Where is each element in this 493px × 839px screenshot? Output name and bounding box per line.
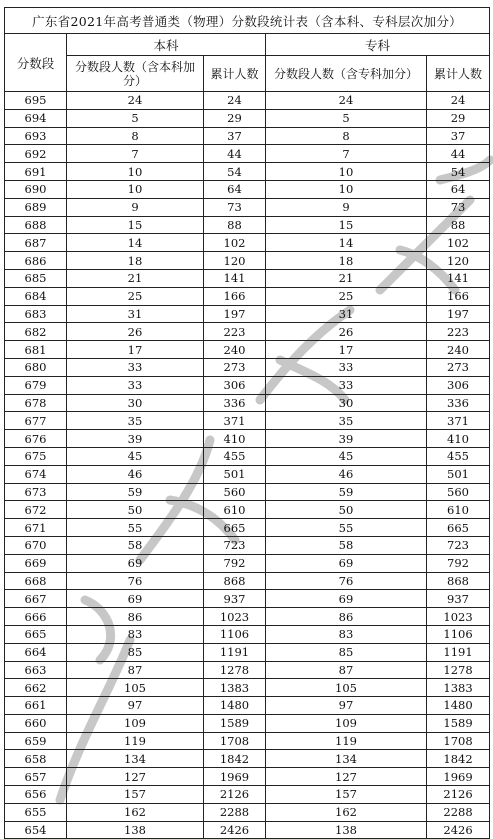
table-row: [5, 465, 490, 483]
table-row: [5, 803, 490, 821]
score-cell: 688: [5, 216, 67, 234]
table-row: [5, 501, 490, 519]
zhuanke-cum-cell: 166: [427, 287, 490, 305]
table-row: [5, 430, 490, 448]
table-row: [5, 92, 490, 110]
zhuanke-cum-cell: 455: [427, 447, 490, 465]
benke-cum-cell: 937: [204, 590, 266, 608]
score-cell: 675: [5, 447, 67, 465]
score-cell: 668: [5, 572, 67, 590]
table-row: [5, 768, 490, 786]
benke-count-cell: 50: [67, 501, 204, 519]
benke-cum-cell: 88: [204, 216, 266, 234]
score-cell: 695: [5, 92, 67, 110]
zhuanke-count-cell: 76: [266, 572, 427, 590]
zhuanke-cum-cell: 371: [427, 412, 490, 430]
benke-cum-cell: 223: [204, 323, 266, 341]
table-body: [5, 92, 490, 839]
zhuanke-count-cell: 8: [266, 127, 427, 145]
table-row: [5, 572, 490, 590]
zhuanke-cum-cell: 665: [427, 519, 490, 537]
zhuanke-cum-cell: 1842: [427, 750, 490, 768]
benke-cum-cell: 306: [204, 376, 266, 394]
zhuanke-cum-cell: 197: [427, 305, 490, 323]
score-cell: 681: [5, 341, 67, 359]
zhuanke-count-cell: 15: [266, 216, 427, 234]
benke-cum-cell: 37: [204, 127, 266, 145]
zhuanke-cum-cell: 1278: [427, 661, 490, 679]
zhuanke-cum-header: 累计人数: [427, 56, 490, 92]
benke-cum-cell: 102: [204, 234, 266, 252]
score-cell: 690: [5, 180, 67, 198]
benke-count-cell: 25: [67, 287, 204, 305]
zhuanke-count-cell: 21: [266, 269, 427, 287]
score-cell: 686: [5, 252, 67, 270]
benke-cum-cell: 2288: [204, 803, 266, 821]
benke-count-cell: 10: [67, 163, 204, 181]
table-row: [5, 643, 490, 661]
zhuanke-cum-cell: 1708: [427, 732, 490, 750]
benke-count-cell: 59: [67, 483, 204, 501]
table-row: [5, 269, 490, 287]
benke-cum-cell: 1480: [204, 697, 266, 715]
table-row: [5, 109, 490, 127]
zhuanke-cum-cell: 1383: [427, 679, 490, 697]
zhuanke-cum-cell: 88: [427, 216, 490, 234]
benke-count-cell: 86: [67, 608, 204, 626]
zhuanke-count-cell: 18: [266, 252, 427, 270]
benke-count-cell: 87: [67, 661, 204, 679]
score-cell: 676: [5, 430, 67, 448]
zhuanke-cum-cell: 868: [427, 572, 490, 590]
table-row: [5, 536, 490, 554]
zhuanke-cum-cell: 560: [427, 483, 490, 501]
score-cell: 677: [5, 412, 67, 430]
score-cell: 673: [5, 483, 67, 501]
benke-count-cell: 119: [67, 732, 204, 750]
benke-count-cell: 69: [67, 554, 204, 572]
benke-count-cell: 134: [67, 750, 204, 768]
score-cell: 680: [5, 358, 67, 376]
zhuanke-count-cell: 17: [266, 341, 427, 359]
benke-count-cell: 109: [67, 714, 204, 732]
score-cell: 656: [5, 786, 67, 804]
score-cell: 661: [5, 697, 67, 715]
zhuanke-count-cell: 97: [266, 697, 427, 715]
score-cell: 694: [5, 109, 67, 127]
zhuanke-cum-cell: 1106: [427, 625, 490, 643]
benke-cum-cell: 868: [204, 572, 266, 590]
score-cell: 672: [5, 501, 67, 519]
table-row: [5, 661, 490, 679]
zhuanke-cum-cell: 1023: [427, 608, 490, 626]
zhuanke-count-cell: 162: [266, 803, 427, 821]
table-row: [5, 697, 490, 715]
zhuanke-count-cell: 134: [266, 750, 427, 768]
benke-count-cell: 127: [67, 768, 204, 786]
benke-count-cell: 30: [67, 394, 204, 412]
zhuanke-cum-cell: 54: [427, 163, 490, 181]
benke-count-cell: 5: [67, 109, 204, 127]
zhuanke-count-cell: 7: [266, 145, 427, 163]
score-cell: 654: [5, 821, 67, 839]
benke-count-cell: 162: [67, 803, 204, 821]
score-cell: 692: [5, 145, 67, 163]
benke-count-cell: 9: [67, 198, 204, 216]
benke-cum-cell: 1383: [204, 679, 266, 697]
zhuanke-count-cell: 26: [266, 323, 427, 341]
table-row: [5, 234, 490, 252]
zhuanke-cum-cell: 610: [427, 501, 490, 519]
score-cell: 666: [5, 608, 67, 626]
zhuanke-cum-cell: 2126: [427, 786, 490, 804]
zhuanke-count-cell: 33: [266, 376, 427, 394]
benke-cum-cell: 1278: [204, 661, 266, 679]
table-row: [5, 358, 490, 376]
benke-cum-cell: 2426: [204, 821, 266, 839]
zhuanke-cum-cell: 240: [427, 341, 490, 359]
table-row: [5, 821, 490, 839]
zhuanke-count-cell: 5: [266, 109, 427, 127]
score-cell: 658: [5, 750, 67, 768]
zhuanke-cum-cell: 501: [427, 465, 490, 483]
table-row: [5, 608, 490, 626]
zhuanke-count-cell: 59: [266, 483, 427, 501]
score-cell: 665: [5, 625, 67, 643]
score-cell: 678: [5, 394, 67, 412]
benke-cum-cell: 141: [204, 269, 266, 287]
benke-count-cell: 45: [67, 447, 204, 465]
score-cell: 671: [5, 519, 67, 537]
zhuanke-cum-cell: 792: [427, 554, 490, 572]
benke-cum-cell: 120: [204, 252, 266, 270]
table-row: [5, 180, 490, 198]
benke-cum-cell: 1842: [204, 750, 266, 768]
benke-cum-cell: 1969: [204, 768, 266, 786]
score-cell: 684: [5, 287, 67, 305]
benke-count-cell: 33: [67, 358, 204, 376]
benke-header: 本科: [67, 34, 266, 56]
table-row: [5, 625, 490, 643]
zhuanke-count-cell: 127: [266, 768, 427, 786]
zhuanke-cum-cell: 223: [427, 323, 490, 341]
zhuanke-cum-cell: 937: [427, 590, 490, 608]
score-cell: 679: [5, 376, 67, 394]
zhuanke-count-cell: 35: [266, 412, 427, 430]
score-cell: 664: [5, 643, 67, 661]
table-row: [5, 412, 490, 430]
benke-cum-cell: 64: [204, 180, 266, 198]
zhuanke-count-cell: 109: [266, 714, 427, 732]
benke-count-cell: 15: [67, 216, 204, 234]
zhuanke-count-cell: 30: [266, 394, 427, 412]
table-row: [5, 323, 490, 341]
table-row: [5, 198, 490, 216]
zhuanke-cum-cell: 306: [427, 376, 490, 394]
benke-count-cell: 18: [67, 252, 204, 270]
benke-cum-cell: 665: [204, 519, 266, 537]
benke-cum-cell: 371: [204, 412, 266, 430]
benke-cum-cell: 273: [204, 358, 266, 376]
zhuanke-count-cell: 25: [266, 287, 427, 305]
zhuanke-cum-cell: 102: [427, 234, 490, 252]
zhuanke-cum-cell: 120: [427, 252, 490, 270]
zhuanke-count-cell: 14: [266, 234, 427, 252]
score-cell: 663: [5, 661, 67, 679]
benke-cum-cell: 723: [204, 536, 266, 554]
score-cell: 693: [5, 127, 67, 145]
table-row: [5, 305, 490, 323]
benke-cum-cell: 29: [204, 109, 266, 127]
benke-count-cell: 69: [67, 590, 204, 608]
zhuanke-count-cell: 58: [266, 536, 427, 554]
benke-count-cell: 58: [67, 536, 204, 554]
table-row: [5, 252, 490, 270]
table-row: [5, 447, 490, 465]
score-cell: 659: [5, 732, 67, 750]
zhuanke-cum-cell: 1480: [427, 697, 490, 715]
zhuanke-cum-cell: 273: [427, 358, 490, 376]
score-cell: 689: [5, 198, 67, 216]
benke-cum-cell: 1191: [204, 643, 266, 661]
zhuanke-cum-cell: 73: [427, 198, 490, 216]
zhuanke-count-cell: 87: [266, 661, 427, 679]
benke-cum-header: 累计人数: [204, 56, 266, 92]
zhuanke-cum-cell: 1589: [427, 714, 490, 732]
benke-cum-cell: 560: [204, 483, 266, 501]
zhuanke-count-cell: 31: [266, 305, 427, 323]
score-cell: 683: [5, 305, 67, 323]
score-cell: 670: [5, 536, 67, 554]
zhuanke-count-cell: 10: [266, 163, 427, 181]
zhuanke-count-cell: 10: [266, 180, 427, 198]
benke-cum-cell: 197: [204, 305, 266, 323]
score-cell: 669: [5, 554, 67, 572]
table-row: [5, 341, 490, 359]
table-row: [5, 732, 490, 750]
benke-count-cell: 31: [67, 305, 204, 323]
zhuanke-count-cell: 45: [266, 447, 427, 465]
zhuanke-count-cell: 33: [266, 358, 427, 376]
table-row: [5, 394, 490, 412]
benke-count-cell: 21: [67, 269, 204, 287]
table-row: [5, 590, 490, 608]
zhuanke-cum-cell: 1969: [427, 768, 490, 786]
zhuanke-count-cell: 83: [266, 625, 427, 643]
zhuanke-cum-cell: 2288: [427, 803, 490, 821]
benke-cum-cell: 24: [204, 92, 266, 110]
benke-cum-cell: 44: [204, 145, 266, 163]
benke-count-cell: 97: [67, 697, 204, 715]
zhuanke-cum-cell: 723: [427, 536, 490, 554]
zhuanke-cum-cell: 29: [427, 109, 490, 127]
benke-cum-cell: 240: [204, 341, 266, 359]
benke-count-cell: 46: [67, 465, 204, 483]
benke-count-cell: 138: [67, 821, 204, 839]
zhuanke-count-cell: 24: [266, 92, 427, 110]
zhuanke-cum-cell: 336: [427, 394, 490, 412]
benke-count-cell: 83: [67, 625, 204, 643]
benke-count-cell: 35: [67, 412, 204, 430]
zhuanke-count-cell: 46: [266, 465, 427, 483]
table-row: [5, 483, 490, 501]
benke-cum-cell: 792: [204, 554, 266, 572]
benke-count-cell: 105: [67, 679, 204, 697]
benke-count-cell: 8: [67, 127, 204, 145]
benke-cum-cell: 410: [204, 430, 266, 448]
score-cell: 691: [5, 163, 67, 181]
benke-cum-cell: 336: [204, 394, 266, 412]
zhuanke-count-cell: 105: [266, 679, 427, 697]
zhuanke-count-cell: 55: [266, 519, 427, 537]
zhuanke-count-cell: 9: [266, 198, 427, 216]
benke-count-cell: 39: [67, 430, 204, 448]
benke-cum-cell: 1023: [204, 608, 266, 626]
table-row: [5, 127, 490, 145]
table-row: [5, 786, 490, 804]
benke-count-cell: 10: [67, 180, 204, 198]
benke-count-cell: 24: [67, 92, 204, 110]
benke-cum-cell: 54: [204, 163, 266, 181]
zhuanke-count-cell: 138: [266, 821, 427, 839]
zhuanke-cum-cell: 44: [427, 145, 490, 163]
table-row: [5, 714, 490, 732]
benke-count-cell: 14: [67, 234, 204, 252]
table-row: [5, 679, 490, 697]
zhuanke-count-cell: 50: [266, 501, 427, 519]
benke-cum-cell: 73: [204, 198, 266, 216]
score-cell: 667: [5, 590, 67, 608]
score-cell: 662: [5, 679, 67, 697]
score-cell: 660: [5, 714, 67, 732]
score-cell: 682: [5, 323, 67, 341]
zhuanke-count-header: 分数段人数（含专科加分）: [266, 56, 427, 92]
zhuanke-count-cell: 157: [266, 786, 427, 804]
score-cell: 674: [5, 465, 67, 483]
benke-cum-cell: 455: [204, 447, 266, 465]
benke-count-cell: 7: [67, 145, 204, 163]
zhuanke-cum-cell: 410: [427, 430, 490, 448]
benke-count-cell: 157: [67, 786, 204, 804]
zhuanke-cum-cell: 2426: [427, 821, 490, 839]
table-row: [5, 163, 490, 181]
benke-count-cell: 85: [67, 643, 204, 661]
score-table: [4, 7, 490, 839]
benke-cum-cell: 501: [204, 465, 266, 483]
benke-count-cell: 76: [67, 572, 204, 590]
score-cell: 655: [5, 803, 67, 821]
table-row: [5, 145, 490, 163]
table-row: [5, 216, 490, 234]
benke-cum-cell: 1708: [204, 732, 266, 750]
benke-cum-cell: 1589: [204, 714, 266, 732]
benke-count-cell: 17: [67, 341, 204, 359]
zhuanke-cum-cell: 1191: [427, 643, 490, 661]
zhuanke-count-cell: 69: [266, 590, 427, 608]
table-row: [5, 519, 490, 537]
benke-count-header: 分数段人数（含本科加分）: [67, 56, 204, 92]
zhuanke-count-cell: 119: [266, 732, 427, 750]
benke-cum-cell: 610: [204, 501, 266, 519]
table-row: [5, 750, 490, 768]
zhuanke-count-cell: 39: [266, 430, 427, 448]
zhuanke-cum-cell: 141: [427, 269, 490, 287]
table-row: [5, 287, 490, 305]
table-title: 广东省2021年高考普通类（物理）分数段统计表（含本科、专科层次加分）: [5, 8, 490, 34]
zhuanke-cum-cell: 37: [427, 127, 490, 145]
zhuanke-count-cell: 86: [266, 608, 427, 626]
table-row: [5, 554, 490, 572]
benke-count-cell: 55: [67, 519, 204, 537]
benke-count-cell: 26: [67, 323, 204, 341]
zhuanke-cum-cell: 64: [427, 180, 490, 198]
benke-cum-cell: 166: [204, 287, 266, 305]
zhuanke-count-cell: 85: [266, 643, 427, 661]
benke-count-cell: 33: [67, 376, 204, 394]
benke-cum-cell: 2126: [204, 786, 266, 804]
table-row: [5, 376, 490, 394]
score-cell: 657: [5, 768, 67, 786]
score-header: 分数段: [5, 34, 67, 92]
score-cell: 685: [5, 269, 67, 287]
zhuanke-count-cell: 69: [266, 554, 427, 572]
zhuanke-header: 专科: [266, 34, 490, 56]
score-cell: 687: [5, 234, 67, 252]
benke-cum-cell: 1106: [204, 625, 266, 643]
zhuanke-cum-cell: 24: [427, 92, 490, 110]
